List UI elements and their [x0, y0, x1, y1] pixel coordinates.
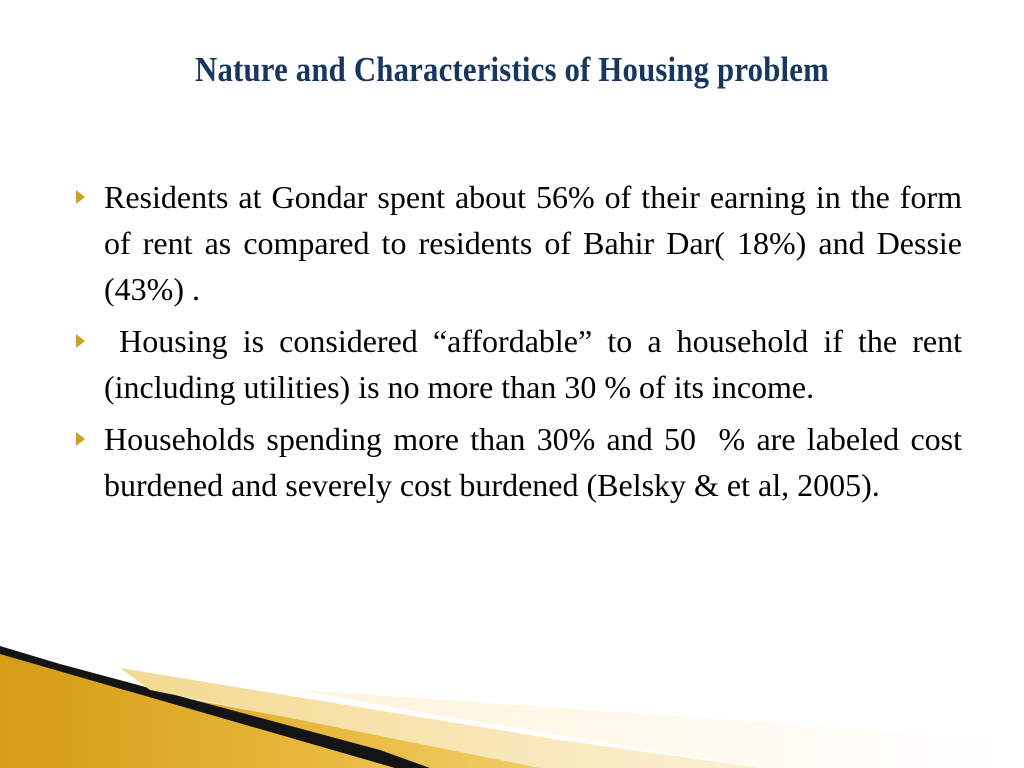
slide-title: Nature and Characteristics of Housing problem — [195, 50, 829, 89]
bullet-text: Residents at Gondar spent about 56% of their earning in the form of rent as compared to residents of Bahir Dar( 18%) and Dessie (43%) . — [104, 179, 962, 307]
bullet-text: Housing is considered “affordable” to a household if the rent (including utilities) is no more than 30 % of its income. — [104, 323, 962, 405]
bullet-text: Households spending more than 30% and 50 % are labeled cost burdened and severely cost burdened (Belsky & et al, 2005). — [104, 421, 962, 503]
